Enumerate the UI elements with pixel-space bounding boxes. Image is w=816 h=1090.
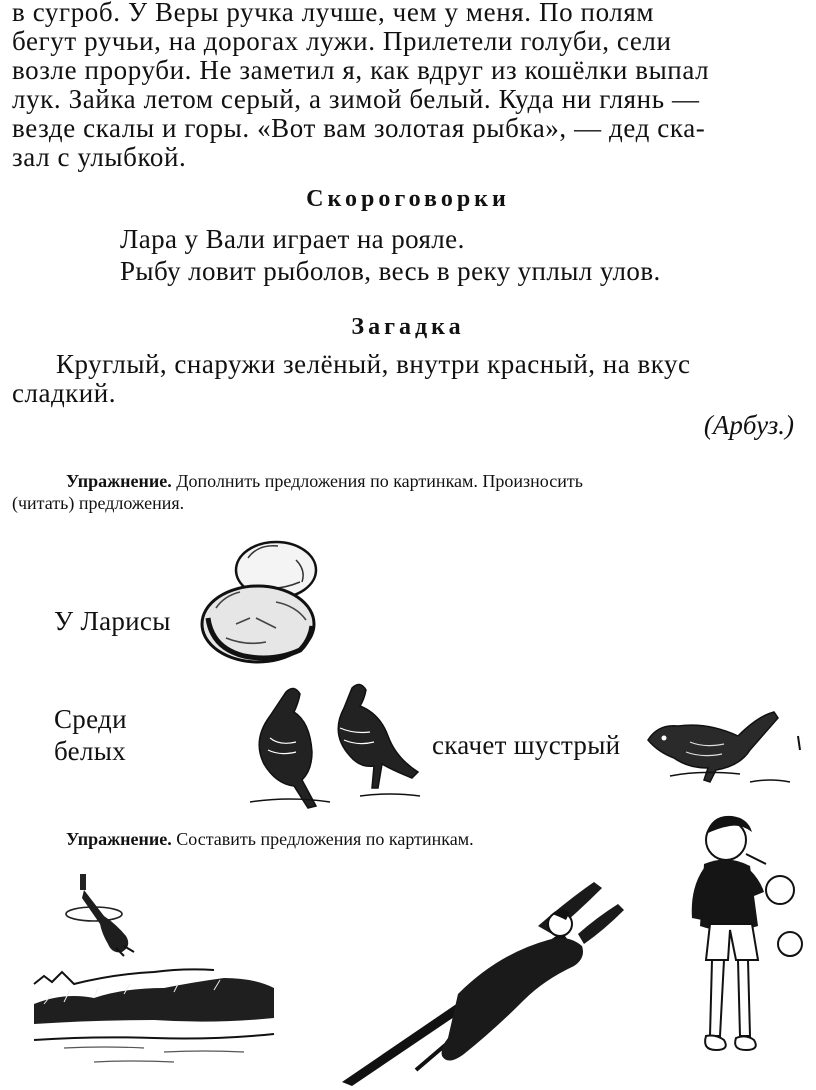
riddle-line: сладкий. xyxy=(12,378,116,408)
riddle-line: Круглый, снаружи зелёный, внутри красный, на вкус xyxy=(56,349,691,379)
story-line: в сугроб. У Веры ручка лучше, чем у меня. По полям xyxy=(12,0,655,27)
riddle-answer: (Арбуз.) xyxy=(703,410,794,440)
story-paragraph xyxy=(12,0,800,172)
caption-belykh: белых xyxy=(54,736,126,766)
landscape-icon xyxy=(34,964,274,1084)
exercise-text: (читать) предложения. xyxy=(12,493,185,513)
exercise-2 xyxy=(66,828,474,850)
exercise-text: Дополнить предложения по картинкам. Произносить xyxy=(176,471,583,491)
sparrow-icon xyxy=(640,700,806,800)
svg-text:5: 5 xyxy=(518,929,525,943)
tongue-twister-line: Рыбу ловит рыболов, весь в реку уплыл улов. xyxy=(120,256,661,286)
exercise-text: Составить предложения по картинкам. xyxy=(176,829,474,849)
riddle-text xyxy=(12,350,792,408)
boy-bubbles-icon xyxy=(676,812,816,1080)
pigeons-icon xyxy=(240,678,430,808)
story-line: возле проруби. Не заметил я, как вдруг из кошёлки выпал xyxy=(12,55,710,85)
exercise-label: Упражнение. xyxy=(66,471,172,491)
story-line: зал с улыбкой. xyxy=(12,142,187,172)
caption-larisa: У Ларисы xyxy=(54,606,171,636)
caption-sredi: Среди xyxy=(54,704,127,734)
exercise-label: Упражнение. xyxy=(66,829,172,849)
tongue-twisters-heading: Скороговорки xyxy=(306,186,510,212)
caption-skachet: скачет шустрый xyxy=(432,730,621,760)
story-line: бегут ручьи, на дорогах лужи. Прилетели голуби, сели xyxy=(12,26,672,56)
story-line: лук. Зайка летом серый, а зимой белый. Куда ни глянь — xyxy=(12,84,700,114)
helicopter-icon xyxy=(60,868,170,960)
ski-jumper-icon xyxy=(338,870,628,1086)
tongue-twister-line: Лара у Вали играет на рояле. xyxy=(120,224,465,254)
exercise-1 xyxy=(12,470,802,514)
story-line: везде скалы и горы. «Вот вам золотая рыбка», — дед ска- xyxy=(12,113,706,143)
snowman-icon xyxy=(196,538,326,664)
riddle-heading: Загадка xyxy=(351,314,465,340)
